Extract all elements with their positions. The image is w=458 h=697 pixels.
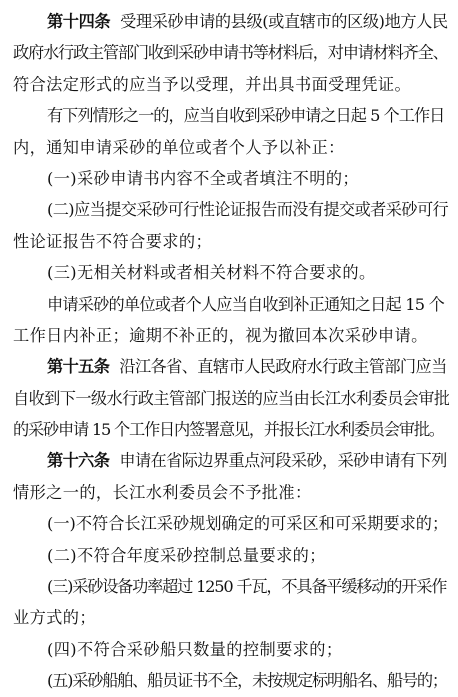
article-14-list-item: (三)无相关材料或者相关材料不符合要求的。 xyxy=(47,263,376,283)
article-14-paragraph-line: 工作日内补正；逾期不补正的，视为撤回本次采砂申请。 xyxy=(13,325,428,345)
article-16-list-item: (五)采砂船舶、船员证书不全，未按规定标明船名、船号的； xyxy=(47,671,447,691)
article-16-heading: 第十六条 xyxy=(47,451,110,471)
article-14-heading: 第十四条 xyxy=(47,12,111,31)
article-16-line xyxy=(13,445,449,476)
article-16-text: 申请在省际边界重点河段采砂，采砂申请有下列 xyxy=(119,451,447,471)
article-14-paragraph-line: 内，通知申请采砂的单位或者个人予以补正： xyxy=(13,137,345,157)
article-15-line: 的采砂申请 15 个工作日内签署意见，并报长江水利委员会审批。 xyxy=(13,420,444,440)
article-14-line xyxy=(13,6,449,37)
article-14-text: 受理采砂申请的县级(或直辖市的区级)地方人民 xyxy=(120,12,448,31)
article-14-paragraph-line: 申请采砂的单位或者个人应当自收到补正通知之日起 15 个 xyxy=(47,294,444,314)
article-15-line xyxy=(13,351,449,382)
article-14-line: 符合法定形式的应当予以受理，并出具书面受理凭证。 xyxy=(13,74,412,94)
article-16-list-item: (一)不符合长江采砂规划确定的可采区和可采期要求的； xyxy=(47,514,449,534)
article-15-heading: 第十五条 xyxy=(47,357,110,377)
article-15-line: 自收到下一级水行政主管部门报送的应当由长江水利委员会审批 xyxy=(13,388,449,408)
article-14-paragraph-line: 有下列情形之一的，应当自收到采砂申请之日起 5 个工作日 xyxy=(47,106,445,126)
article-16-list-item: (二)不符合年度采砂控制总量要求的； xyxy=(47,545,326,565)
article-16-list-item-continued: 业方式的； xyxy=(13,608,96,628)
article-16-list-item: (四)不符合采砂船只数量的控制要求的； xyxy=(47,639,343,659)
article-16-line: 情形之一的，长江水利委员会不予批准： xyxy=(13,482,312,502)
article-14-line: 政府水行政主管部门收到采砂申请书等材料后，对申请材料齐全、 xyxy=(13,43,448,63)
article-14-list-item-continued: 性论证报告不符合要求的； xyxy=(13,231,213,251)
article-14-list-item: (一)采砂申请书内容不全或者填注不明的； xyxy=(47,168,360,188)
article-14-list-item: (二)应当提交采砂可行性论证报告而没有提交或者采砂可行 xyxy=(47,200,449,220)
article-16-list-item: (三)采砂设备功率超过 1250 千瓦，不具备平缓移动的开采作 xyxy=(47,577,447,597)
article-15-text: 沿江各省、直辖市人民政府水行政主管部门应当 xyxy=(119,357,447,377)
